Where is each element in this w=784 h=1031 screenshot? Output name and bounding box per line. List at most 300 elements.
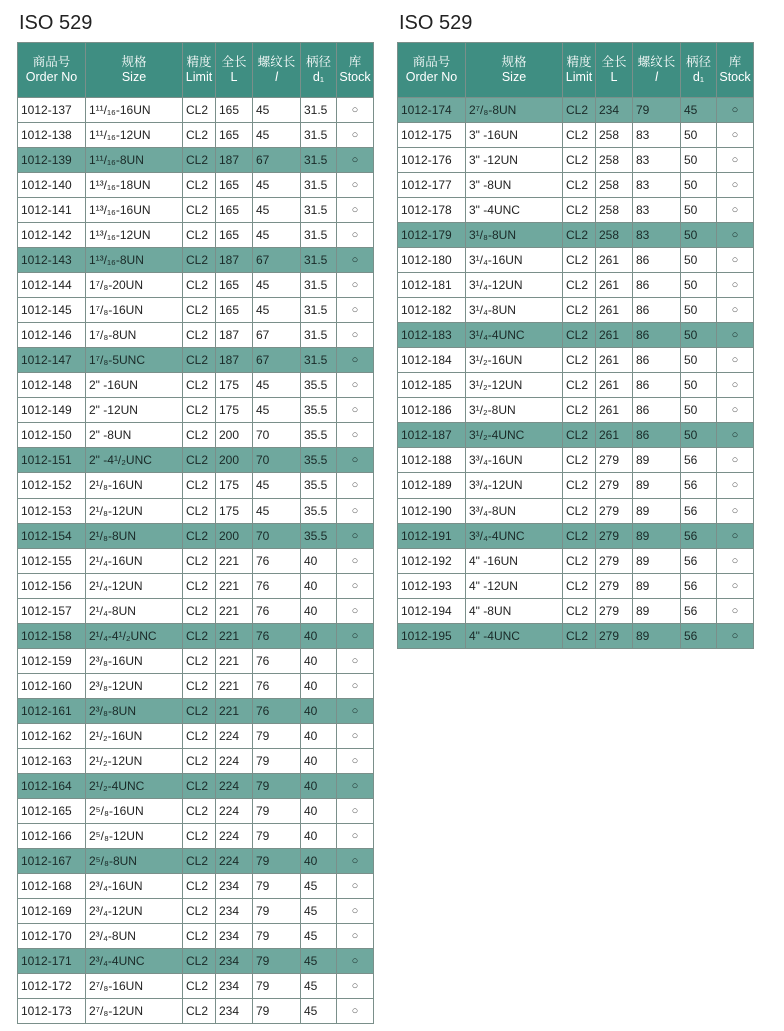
cell-size: 2" -8UN [86,423,183,448]
left-section [17,10,374,1024]
cell-thread-length: 86 [633,348,681,373]
cell-limit: CL2 [563,598,596,623]
cell-thread-length: 70 [253,448,301,473]
cell-length: 200 [216,448,253,473]
cell-length: 258 [596,198,633,223]
cell-limit: CL2 [183,598,216,623]
cell-thread-length: 70 [253,523,301,548]
cell-length: 258 [596,173,633,198]
table-row [398,423,754,448]
table-row [18,723,374,748]
cell-length: 279 [596,523,633,548]
cell-size: 3¹/₂-8UN [466,398,563,423]
cell-shank-diameter: 40 [301,598,337,623]
cell-limit: CL2 [563,323,596,348]
cell-thread-length: 67 [253,348,301,373]
cell-stock: ○ [717,398,754,423]
cell-limit: CL2 [183,648,216,673]
cell-limit: CL2 [183,698,216,723]
cell-thread-length: 45 [253,223,301,248]
cell-thread-length: 89 [633,573,681,598]
cell-shank-diameter: 45 [681,98,717,123]
cell-size: 2³/₄-8UN [86,924,183,949]
cell-stock: ○ [337,648,374,673]
cell-stock: ○ [337,899,374,924]
cell-order-no: 1012-172 [18,974,86,999]
cell-limit: CL2 [183,423,216,448]
cell-order-no: 1012-139 [18,148,86,173]
cell-order-no: 1012-191 [398,523,466,548]
table-row [398,173,754,198]
cell-shank-diameter: 56 [681,548,717,573]
cell-limit: CL2 [183,723,216,748]
cell-order-no: 1012-186 [398,398,466,423]
cell-length: 234 [596,98,633,123]
cell-size: 3" -12UN [466,148,563,173]
cell-shank-diameter: 31.5 [301,273,337,298]
cell-limit: CL2 [563,423,596,448]
cell-shank-diameter: 31.5 [301,148,337,173]
cell-shank-diameter: 50 [681,123,717,148]
cell-order-no: 1012-161 [18,698,86,723]
cell-size: 2⁷/₈-12UN [86,999,183,1024]
cell-size: 3" -4UNC [466,198,563,223]
table-row [18,523,374,548]
cell-thread-length: 76 [253,598,301,623]
cell-length: 279 [596,548,633,573]
cell-size: 2⁷/₈-16UN [86,974,183,999]
cell-size: 2³/₄-16UN [86,873,183,898]
cell-stock: ○ [337,473,374,498]
cell-length: 221 [216,623,253,648]
cell-limit: CL2 [183,999,216,1024]
cell-order-no: 1012-162 [18,723,86,748]
cell-size: 3" -8UN [466,173,563,198]
cell-thread-length: 79 [253,974,301,999]
table-row [18,623,374,648]
cell-shank-diameter: 31.5 [301,173,337,198]
cell-stock: ○ [717,223,754,248]
cell-limit: CL2 [563,123,596,148]
cell-thread-length: 86 [633,298,681,323]
cell-limit: CL2 [183,98,216,123]
cell-length: 187 [216,323,253,348]
cell-stock: ○ [337,848,374,873]
cell-thread-length: 67 [253,248,301,273]
cell-length: 234 [216,899,253,924]
cell-length: 279 [596,623,633,648]
cell-limit: CL2 [563,498,596,523]
cell-order-no: 1012-157 [18,598,86,623]
cell-shank-diameter: 56 [681,598,717,623]
cell-order-no: 1012-193 [398,573,466,598]
cell-thread-length: 76 [253,648,301,673]
cell-stock: ○ [717,273,754,298]
header-stock: 库 Stock [717,43,754,98]
cell-thread-length: 45 [253,98,301,123]
cell-size: 2⁵/₈-12UN [86,823,183,848]
cell-thread-length: 79 [253,899,301,924]
table-row [18,974,374,999]
table-row [398,348,754,373]
cell-length: 165 [216,273,253,298]
table-row [18,949,374,974]
cell-thread-length: 45 [253,298,301,323]
cell-thread-length: 89 [633,598,681,623]
cell-thread-length: 79 [253,773,301,798]
cell-thread-length: 86 [633,248,681,273]
cell-size: 3³/₄-4UNC [466,523,563,548]
table-row [18,573,374,598]
table-row [398,598,754,623]
cell-stock: ○ [717,623,754,648]
cell-size: 3¹/₄-8UN [466,298,563,323]
cell-size: 2¹/₄-8UN [86,598,183,623]
cell-order-no: 1012-146 [18,323,86,348]
table-row [18,323,374,348]
cell-length: 279 [596,473,633,498]
cell-thread-length: 45 [253,398,301,423]
cell-limit: CL2 [563,198,596,223]
cell-limit: CL2 [183,323,216,348]
cell-order-no: 1012-137 [18,98,86,123]
header-order-no: 商品号 Order No [18,43,86,98]
cell-thread-length: 76 [253,673,301,698]
cell-limit: CL2 [183,498,216,523]
cell-size: 1⁷/₈-5UNC [86,348,183,373]
cell-length: 165 [216,298,253,323]
cell-length: 261 [596,348,633,373]
cell-order-no: 1012-192 [398,548,466,573]
table-row [18,673,374,698]
cell-order-no: 1012-160 [18,673,86,698]
cell-shank-diameter: 31.5 [301,123,337,148]
table-row [18,899,374,924]
cell-limit: CL2 [183,398,216,423]
cell-thread-length: 45 [253,123,301,148]
cell-length: 175 [216,473,253,498]
section-title: ISO 529 [19,12,93,34]
cell-size: 3³/₄-8UN [466,498,563,523]
cell-limit: CL2 [563,548,596,573]
cell-length: 258 [596,123,633,148]
cell-limit: CL2 [183,548,216,573]
cell-length: 165 [216,123,253,148]
cell-size: 2⁷/₈-8UN [466,98,563,123]
cell-shank-diameter: 31.5 [301,198,337,223]
cell-length: 221 [216,673,253,698]
cell-stock: ○ [337,623,374,648]
cell-stock: ○ [337,348,374,373]
cell-shank-diameter: 40 [301,723,337,748]
cell-limit: CL2 [183,623,216,648]
cell-thread-length: 79 [253,999,301,1024]
cell-thread-length: 45 [253,498,301,523]
table-header-row [398,43,754,98]
cell-thread-length: 86 [633,273,681,298]
cell-thread-length: 83 [633,123,681,148]
table-row [398,323,754,348]
header-shank-diameter: 柄径 d₁ [301,43,337,98]
cell-stock: ○ [337,798,374,823]
cell-shank-diameter: 50 [681,248,717,273]
cell-thread-length: 89 [633,623,681,648]
cell-order-no: 1012-183 [398,323,466,348]
cell-limit: CL2 [563,148,596,173]
cell-size: 4" -16UN [466,548,563,573]
cell-stock: ○ [717,323,754,348]
cell-stock: ○ [717,173,754,198]
cell-thread-length: 86 [633,373,681,398]
cell-size: 3¹/₄-12UN [466,273,563,298]
cell-order-no: 1012-178 [398,198,466,223]
header-length: 全长 L [596,43,633,98]
cell-thread-length: 70 [253,423,301,448]
table-row [398,623,754,648]
table-row [18,448,374,473]
cell-order-no: 1012-175 [398,123,466,148]
table-row [18,373,374,398]
cell-order-no: 1012-170 [18,924,86,949]
cell-thread-length: 67 [253,323,301,348]
table-row [398,573,754,598]
cell-stock: ○ [717,98,754,123]
cell-thread-length: 67 [253,148,301,173]
cell-size: 1¹³/₁₆-18UN [86,173,183,198]
header-size: 规格 Size [466,43,563,98]
table-row [398,548,754,573]
table-row [398,98,754,123]
table-row [18,873,374,898]
cell-order-no: 1012-173 [18,999,86,1024]
cell-limit: CL2 [183,748,216,773]
table-row [18,848,374,873]
cell-order-no: 1012-150 [18,423,86,448]
cell-shank-diameter: 45 [301,899,337,924]
table-row [18,924,374,949]
table-row [398,298,754,323]
cell-order-no: 1012-179 [398,223,466,248]
cell-stock: ○ [337,173,374,198]
cell-thread-length: 86 [633,423,681,448]
cell-size: 2" -4¹/₂UNC [86,448,183,473]
cell-limit: CL2 [183,373,216,398]
cell-order-no: 1012-159 [18,648,86,673]
cell-size: 1¹³/₁₆-16UN [86,198,183,223]
table-row [398,123,754,148]
cell-shank-diameter: 35.5 [301,473,337,498]
cell-limit: CL2 [183,148,216,173]
cell-stock: ○ [337,448,374,473]
cell-order-no: 1012-167 [18,848,86,873]
cell-limit: CL2 [183,873,216,898]
header-length: 全长 L [216,43,253,98]
cell-limit: CL2 [563,248,596,273]
cell-length: 187 [216,248,253,273]
cell-shank-diameter: 45 [301,999,337,1024]
cell-order-no: 1012-147 [18,348,86,373]
table-row [18,999,374,1024]
cell-thread-length: 79 [253,823,301,848]
cell-shank-diameter: 31.5 [301,323,337,348]
cell-size: 2¹/₄-12UN [86,573,183,598]
cell-thread-length: 89 [633,498,681,523]
cell-thread-length: 79 [253,924,301,949]
cell-thread-length: 79 [633,98,681,123]
cell-length: 165 [216,223,253,248]
table-row [398,473,754,498]
cell-stock: ○ [717,148,754,173]
cell-order-no: 1012-153 [18,498,86,523]
cell-size: 3¹/₂-12UN [466,373,563,398]
header-shank-diameter: 柄径 d₁ [681,43,717,98]
cell-limit: CL2 [183,573,216,598]
cell-limit: CL2 [183,823,216,848]
cell-size: 2³/₈-12UN [86,673,183,698]
cell-stock: ○ [717,498,754,523]
cell-shank-diameter: 45 [301,949,337,974]
cell-stock: ○ [337,698,374,723]
right-section [397,10,754,649]
cell-stock: ○ [337,273,374,298]
table-row [18,748,374,773]
cell-size: 1¹¹/₁₆-16UN [86,98,183,123]
cell-thread-length: 76 [253,573,301,598]
cell-thread-length: 83 [633,173,681,198]
cell-length: 200 [216,523,253,548]
table-row [398,373,754,398]
cell-shank-diameter: 40 [301,848,337,873]
cell-limit: CL2 [563,298,596,323]
cell-thread-length: 45 [253,198,301,223]
cell-shank-diameter: 35.5 [301,423,337,448]
cell-order-no: 1012-176 [398,148,466,173]
cell-length: 224 [216,848,253,873]
table-row [398,223,754,248]
cell-stock: ○ [337,873,374,898]
cell-shank-diameter: 50 [681,298,717,323]
cell-stock: ○ [337,398,374,423]
cell-length: 234 [216,873,253,898]
cell-limit: CL2 [563,523,596,548]
cell-order-no: 1012-182 [398,298,466,323]
cell-order-no: 1012-145 [18,298,86,323]
cell-order-no: 1012-144 [18,273,86,298]
cell-stock: ○ [337,773,374,798]
cell-length: 200 [216,423,253,448]
cell-shank-diameter: 40 [301,823,337,848]
cell-size: 3¹/₄-4UNC [466,323,563,348]
table-row [18,223,374,248]
cell-size: 2⁵/₈-8UN [86,848,183,873]
cell-shank-diameter: 35.5 [301,373,337,398]
cell-stock: ○ [717,298,754,323]
cell-order-no: 1012-184 [398,348,466,373]
cell-shank-diameter: 40 [301,798,337,823]
cell-shank-diameter: 31.5 [301,98,337,123]
cell-shank-diameter: 35.5 [301,448,337,473]
cell-order-no: 1012-165 [18,798,86,823]
cell-shank-diameter: 50 [681,148,717,173]
cell-stock: ○ [337,548,374,573]
cell-shank-diameter: 31.5 [301,298,337,323]
cell-length: 261 [596,323,633,348]
cell-size: 2¹/₂-4UNC [86,773,183,798]
section-title: ISO 529 [399,12,473,34]
cell-limit: CL2 [183,924,216,949]
cell-order-no: 1012-190 [398,498,466,523]
table-row [18,423,374,448]
table-row [18,298,374,323]
cell-size: 2³/₄-4UNC [86,949,183,974]
cell-order-no: 1012-177 [398,173,466,198]
cell-order-no: 1012-194 [398,598,466,623]
cell-order-no: 1012-181 [398,273,466,298]
cell-limit: CL2 [183,123,216,148]
cell-limit: CL2 [183,798,216,823]
cell-thread-length: 45 [253,373,301,398]
cell-size: 4" -8UN [466,598,563,623]
header-stock: 库 Stock [337,43,374,98]
cell-length: 221 [216,698,253,723]
header-limit: 精度 Limit [563,43,596,98]
table-row [18,648,374,673]
cell-shank-diameter: 45 [301,974,337,999]
cell-order-no: 1012-148 [18,373,86,398]
cell-thread-length: 86 [633,398,681,423]
cell-order-no: 1012-156 [18,573,86,598]
table-row [398,273,754,298]
cell-length: 279 [596,573,633,598]
cell-shank-diameter: 56 [681,473,717,498]
cell-limit: CL2 [183,673,216,698]
cell-size: 2" -12UN [86,398,183,423]
cell-length: 224 [216,823,253,848]
cell-stock: ○ [337,748,374,773]
cell-size: 3" -16UN [466,123,563,148]
cell-size: 2³/₄-12UN [86,899,183,924]
cell-thread-length: 89 [633,448,681,473]
cell-length: 279 [596,598,633,623]
table-row [18,173,374,198]
cell-shank-diameter: 35.5 [301,498,337,523]
cell-order-no: 1012-168 [18,873,86,898]
cell-shank-diameter: 35.5 [301,398,337,423]
cell-length: 165 [216,98,253,123]
cell-limit: CL2 [183,773,216,798]
cell-shank-diameter: 40 [301,648,337,673]
cell-size: 4" -4UNC [466,623,563,648]
cell-shank-diameter: 50 [681,398,717,423]
cell-length: 221 [216,573,253,598]
cell-thread-length: 83 [633,223,681,248]
cell-length: 175 [216,373,253,398]
cell-thread-length: 89 [633,473,681,498]
table-row [18,148,374,173]
cell-size: 1¹³/₁₆-8UN [86,248,183,273]
cell-size: 2¹/₂-12UN [86,748,183,773]
cell-shank-diameter: 40 [301,673,337,698]
cell-length: 261 [596,398,633,423]
cell-shank-diameter: 50 [681,323,717,348]
cell-size: 2¹/₄-16UN [86,548,183,573]
cell-order-no: 1012-151 [18,448,86,473]
cell-shank-diameter: 40 [301,623,337,648]
cell-stock: ○ [337,673,374,698]
cell-shank-diameter: 50 [681,423,717,448]
cell-size: 2¹/₈-8UN [86,523,183,548]
cell-size: 3³/₄-12UN [466,473,563,498]
